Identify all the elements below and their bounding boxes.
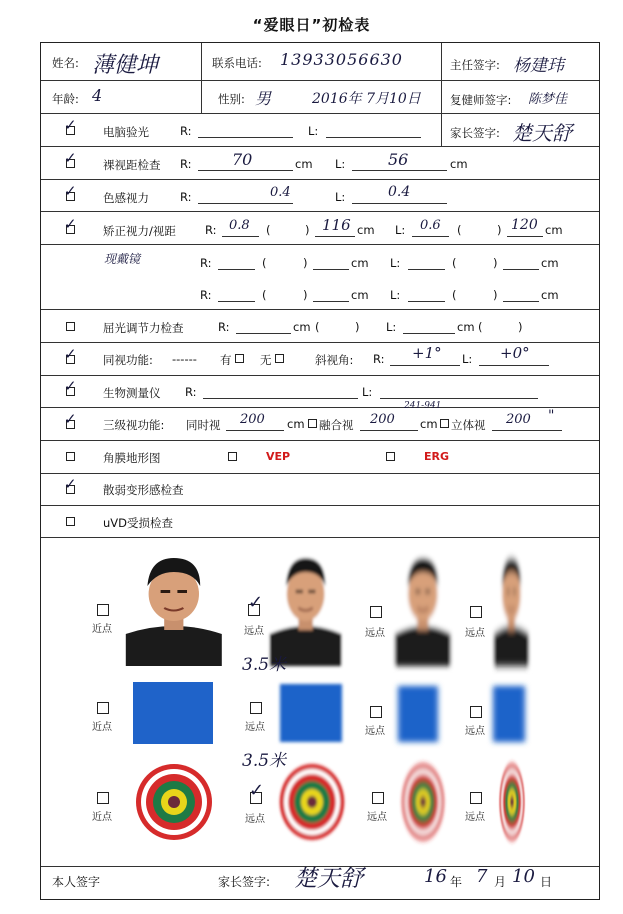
gender-label: 性别: bbox=[218, 92, 245, 106]
corneal-label: 角膜地形图 bbox=[103, 451, 161, 465]
far-checkbox-target-3[interactable] bbox=[372, 792, 384, 804]
stereo-value: 200 bbox=[506, 412, 531, 427]
far-label: 远点 bbox=[365, 628, 385, 639]
check-mark-icon: ✓ bbox=[64, 410, 77, 428]
r-label: R: bbox=[205, 223, 217, 237]
far-label: 远点 bbox=[245, 814, 265, 825]
parent-label: 家长签字: bbox=[450, 126, 500, 140]
reviewer-label: 复健师签字: bbox=[450, 93, 512, 107]
corr-r-value: 0.8 bbox=[229, 218, 250, 233]
face-image-1 bbox=[121, 546, 227, 666]
director-signature: 杨建玮 bbox=[513, 56, 564, 76]
cm-label: cm bbox=[351, 256, 369, 270]
phone-value: 13933056630 bbox=[280, 50, 403, 69]
check-mark-icon: ✓ bbox=[64, 215, 77, 233]
naked-r-value: 70 bbox=[232, 150, 253, 169]
year-label: 年 bbox=[450, 875, 463, 889]
l-label: L: bbox=[335, 157, 346, 171]
binocular-label: 同视功能: bbox=[103, 353, 153, 367]
far-label: 远点 bbox=[245, 722, 265, 733]
check-mark-icon: ✓ bbox=[64, 116, 77, 134]
oblique-label: 斜视角: bbox=[315, 353, 354, 367]
cm-label: cm bbox=[541, 288, 559, 302]
paren: ) bbox=[493, 256, 498, 270]
r-label: R: bbox=[180, 157, 192, 171]
r-label: R: bbox=[180, 124, 192, 138]
target-2 bbox=[280, 764, 345, 840]
biometer-label: 生物测量仪 bbox=[103, 386, 161, 400]
binocular-dashes: ------ bbox=[172, 352, 197, 366]
paren: ( bbox=[262, 288, 267, 302]
blue-block-1 bbox=[133, 682, 213, 744]
l-label: L: bbox=[390, 288, 401, 302]
check-mark-icon: ✓ bbox=[249, 780, 265, 801]
has-label: 有 bbox=[220, 353, 232, 367]
parent-signature: 楚天舒 bbox=[512, 121, 572, 145]
paren: ( bbox=[315, 320, 320, 334]
paren: ) bbox=[497, 223, 502, 237]
cm-label: cm bbox=[457, 320, 475, 334]
astig-label: 散弱变形感检查 bbox=[103, 483, 184, 497]
corr-l-value: 0.6 bbox=[420, 218, 441, 233]
distance-note-2: 3.5米 bbox=[242, 751, 287, 771]
check-mark-icon: ✓ bbox=[64, 475, 77, 493]
far-checkbox-face-3[interactable] bbox=[370, 606, 382, 618]
cm-label: cm bbox=[420, 417, 438, 431]
cm-label: cm bbox=[287, 417, 305, 431]
parent-sign-label: 家长签字: bbox=[218, 875, 271, 889]
far-checkbox-blue-2[interactable] bbox=[250, 702, 262, 714]
three-level-label: 三级视功能: bbox=[103, 418, 165, 432]
r-label: R: bbox=[200, 288, 212, 302]
target-3 bbox=[402, 764, 444, 840]
l-label: L: bbox=[395, 223, 406, 237]
day-label: 日 bbox=[540, 875, 553, 889]
near-label: 近点 bbox=[92, 812, 112, 823]
near-checkbox-blue[interactable] bbox=[97, 702, 109, 714]
gender-value: 男 bbox=[255, 89, 272, 108]
face-image-4 bbox=[492, 546, 531, 666]
far-checkbox-target-4[interactable] bbox=[470, 792, 482, 804]
paren: ) bbox=[303, 288, 308, 302]
cm-label: cm bbox=[541, 256, 559, 270]
refraction-label: 屈光调节力检查 bbox=[103, 321, 184, 335]
far-checkbox-blue-4[interactable] bbox=[470, 706, 482, 718]
r-label: R: bbox=[200, 256, 212, 270]
corr-r-cm-value: 116 bbox=[322, 216, 351, 234]
l-label: L: bbox=[390, 256, 401, 270]
far-label: 远点 bbox=[367, 812, 387, 823]
paren: ( bbox=[262, 256, 267, 270]
far-checkbox-face-4[interactable] bbox=[470, 606, 482, 618]
l-label: L: bbox=[308, 124, 319, 138]
r-label: R: bbox=[180, 190, 192, 204]
page-title: “爱眼日”初检表 bbox=[252, 16, 371, 34]
fusion-note: 241-941 bbox=[404, 401, 442, 411]
name-value: 薄健坤 bbox=[92, 53, 159, 78]
fusion-label: 融合视 bbox=[319, 418, 354, 432]
erg-label: ERG bbox=[424, 450, 450, 463]
naked-l-value: 56 bbox=[388, 150, 409, 169]
l-label: L: bbox=[462, 352, 473, 366]
near-checkbox-face[interactable] bbox=[97, 604, 109, 616]
sign-month: 7 bbox=[476, 866, 488, 887]
check-mark-icon: ✓ bbox=[64, 345, 77, 363]
check-mark-icon: ✓ bbox=[64, 149, 77, 167]
blue-block-2 bbox=[280, 684, 342, 742]
corr-l-cm-value: 120 bbox=[511, 217, 538, 233]
cm-label: cm bbox=[293, 320, 311, 334]
uvd-label: uVD受损检查 bbox=[103, 516, 174, 530]
r-label: R: bbox=[185, 385, 197, 399]
corrected-vision-label: 矫正视力/视距 bbox=[103, 224, 176, 238]
age-label: 年龄: bbox=[52, 92, 79, 106]
oblique-r-value: +1° bbox=[412, 344, 442, 362]
paren: ( bbox=[457, 223, 462, 237]
cm-label: cm bbox=[357, 223, 375, 237]
cm-label: cm bbox=[545, 223, 563, 237]
cm-label: cm bbox=[351, 288, 369, 302]
color-vision-label: 色感视力 bbox=[103, 191, 149, 205]
self-sign-label: 本人签字 bbox=[52, 875, 101, 889]
naked-distance-label: 裸视距检查 bbox=[103, 158, 161, 172]
paren: ) bbox=[493, 288, 498, 302]
name-label: 姓名: bbox=[52, 56, 79, 70]
near-checkbox-target[interactable] bbox=[97, 792, 109, 804]
far-label: 远点 bbox=[365, 726, 385, 737]
vep-label: VEP bbox=[266, 450, 291, 463]
cm-label: cm bbox=[295, 157, 313, 171]
near-label: 近点 bbox=[92, 722, 112, 733]
simul-label: 同时视 bbox=[186, 418, 221, 432]
distance-note-1: 3.5米 bbox=[242, 655, 287, 675]
face-image-3 bbox=[392, 546, 454, 666]
l-label: L: bbox=[335, 190, 346, 204]
form-date: 2016年 7月10日 bbox=[312, 91, 421, 107]
oblique-l-value: +0° bbox=[500, 344, 530, 362]
paren: ) bbox=[305, 223, 310, 237]
current-glasses-label: 现戴镜 bbox=[104, 252, 141, 266]
r-label: R: bbox=[218, 320, 230, 334]
paren: ) bbox=[303, 256, 308, 270]
far-checkbox-blue-3[interactable] bbox=[370, 706, 382, 718]
blue-block-3 bbox=[398, 686, 438, 742]
paren: ) bbox=[518, 320, 523, 334]
target-1 bbox=[136, 764, 212, 840]
color-r-value: 0.4 bbox=[270, 185, 291, 200]
computer-refraction-label: 电脑验光 bbox=[103, 125, 149, 139]
target-4 bbox=[499, 764, 524, 840]
phone-label: 联系电话: bbox=[212, 56, 262, 70]
paren: ( bbox=[266, 223, 271, 237]
parent-sign-value: 楚天舒 bbox=[294, 866, 363, 892]
stereo-label: 立体视 bbox=[451, 418, 486, 432]
far-label: 远点 bbox=[244, 626, 264, 637]
simul-value: 200 bbox=[240, 412, 265, 427]
sign-day: 10 bbox=[512, 866, 535, 887]
sign-year: 16 bbox=[424, 866, 447, 887]
paren: ( bbox=[452, 288, 457, 302]
paren: ( bbox=[478, 320, 483, 334]
l-label: L: bbox=[386, 320, 397, 334]
r-label: R: bbox=[373, 352, 385, 366]
fusion-value: 200 bbox=[370, 412, 395, 427]
cm-label: cm bbox=[450, 157, 468, 171]
check-mark-icon: ✓ bbox=[64, 182, 77, 200]
month-label: 月 bbox=[494, 875, 507, 889]
far-label: 远点 bbox=[465, 628, 485, 639]
paren: ) bbox=[355, 320, 360, 334]
face-image-2 bbox=[266, 546, 345, 666]
reviewer-signature: 陈梦佳 bbox=[528, 92, 568, 107]
check-mark-icon: ✓ bbox=[64, 377, 77, 395]
color-l-value: 0.4 bbox=[388, 184, 411, 200]
near-label: 近点 bbox=[92, 624, 112, 635]
none-label: 无 bbox=[260, 353, 272, 367]
paren: ( bbox=[452, 256, 457, 270]
blue-block-4 bbox=[493, 686, 525, 742]
stereo-mark: " bbox=[548, 408, 555, 424]
far-label: 远点 bbox=[465, 812, 485, 823]
l-label: L: bbox=[362, 385, 373, 399]
far-label: 远点 bbox=[465, 726, 485, 737]
director-label: 主任签字: bbox=[450, 58, 500, 72]
check-mark-icon: ✓ bbox=[248, 592, 264, 613]
age-value: 4 bbox=[92, 86, 103, 105]
